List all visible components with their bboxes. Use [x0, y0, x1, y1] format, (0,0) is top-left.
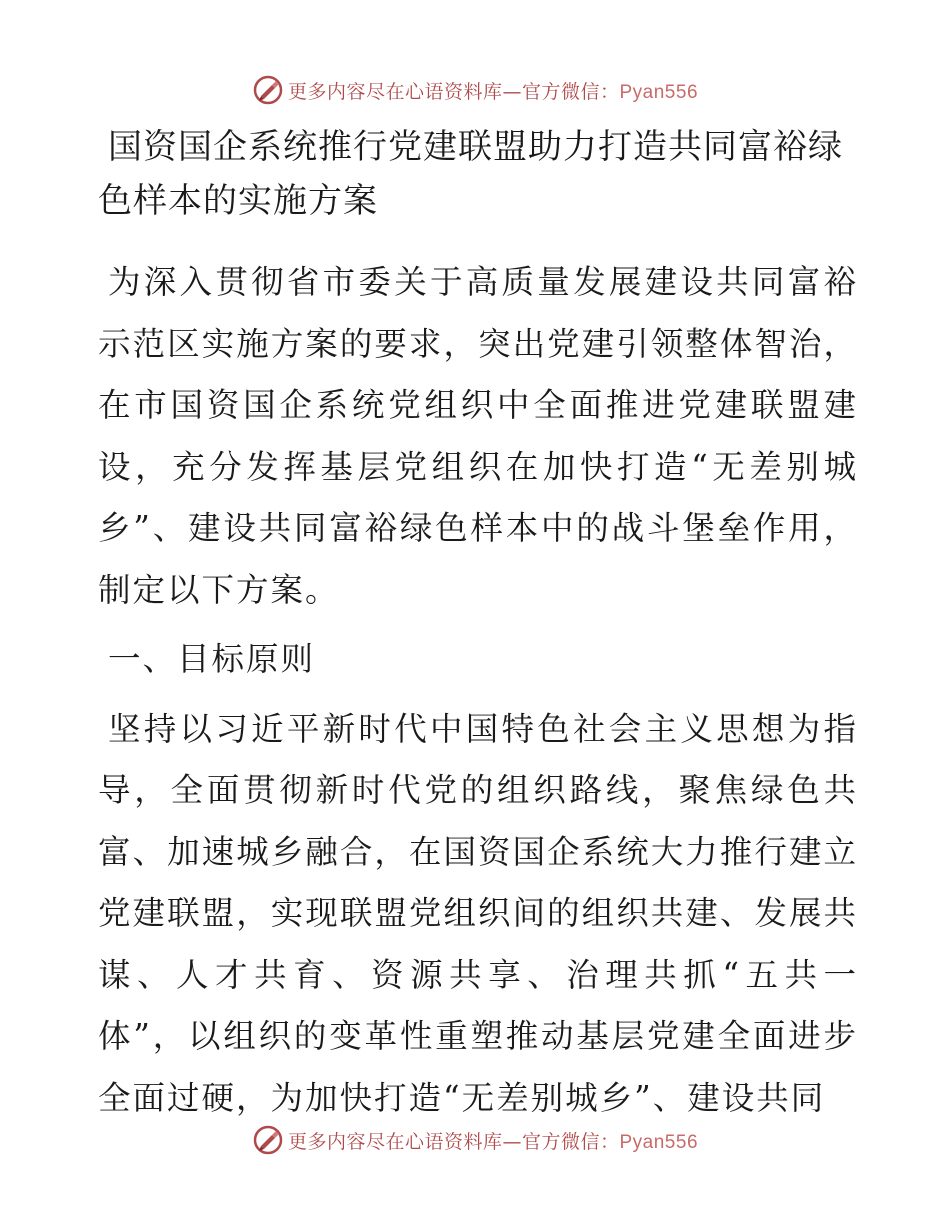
watermark-header	[0, 72, 950, 108]
pen-logo-icon	[252, 74, 284, 106]
document-body	[98, 120, 858, 1129]
section-heading: 一、目标原则	[108, 640, 316, 678]
document-title: 国资国企系统推行党建联盟助力打造共同富裕绿色样本的实施方案	[98, 127, 843, 221]
pen-logo-icon	[252, 1124, 284, 1156]
watermark-text: 更多内容尽在心语资料库—官方微信：Pyan556	[287, 80, 699, 103]
watermark-footer	[0, 1122, 950, 1158]
watermark-wechat-id: Pyan556	[619, 1131, 699, 1153]
intro-paragraph: 为深入贯彻省市委关于高质量发展建设共同富裕示范区实施方案的要求，突出党建引领整体智治，在市国资国企系统党组织中全面推进党建联盟建设，充分发挥基层党组织在加快打造“无差别城乡”、建设共同富裕绿色样本中的战斗堡垒作用，制定以下方案。	[98, 263, 858, 609]
watermark-text: 更多内容尽在心语资料库—官方微信：Pyan556	[287, 1130, 699, 1153]
section-paragraph: 坚持以习近平新时代中国特色社会主义思想为指导，全面贯彻新时代党的组织路线，聚焦绿色共富、加速城乡融合，在国资国企系统大力推行建立党建联盟，实现联盟党组织间的组织共建、发展共谋、人才共育、资源共享、治理共抓“五共一体”，以组织的变革性重塑推动基层党建全面进步全面过硬，为加快打造“无差别城乡”、建设共同	[98, 709, 858, 1117]
watermark-wechat-id: Pyan556	[619, 81, 699, 103]
